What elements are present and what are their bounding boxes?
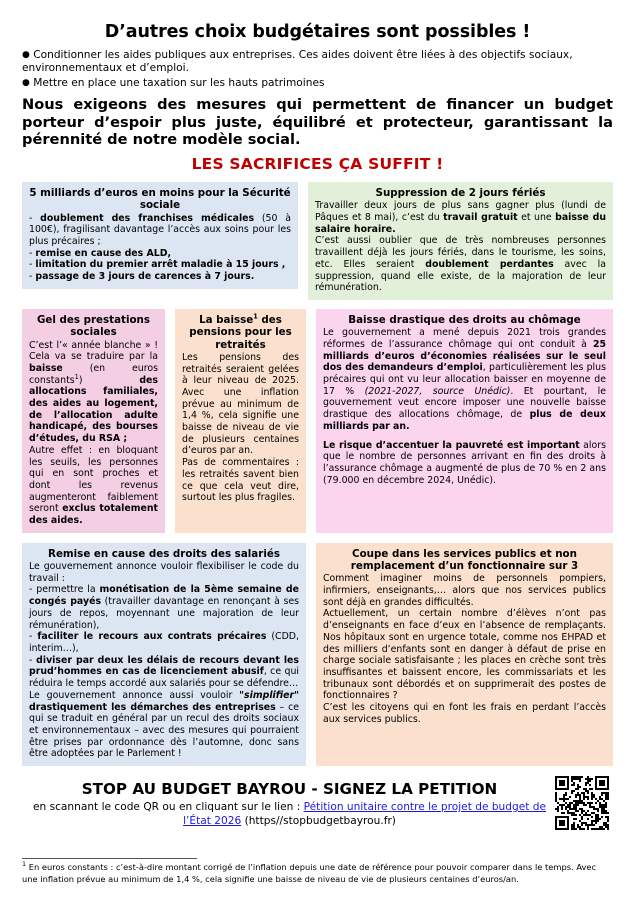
box-jours-feries-title: Suppression de 2 jours fériés <box>375 187 546 199</box>
content-row-3 <box>22 543 613 766</box>
box-jours-feries <box>308 182 613 300</box>
box-pensions-retraites-title: La baisse$^1$ des pensions pour les retraités <box>189 312 292 351</box>
petition-title: STOP AU BUDGET BAYROU - SIGNEZ LA PETITION <box>81 780 498 799</box>
box-services-publics-title: Coupe dans les services publics et non remplacement d’un fonctionnaire sur 3 <box>350 547 579 573</box>
box-securite-sociale-title: 5 milliards d’euros en moins pour la Sécurité sociale <box>29 187 291 212</box>
box-jours-feries-body: Travailler deux jours de plus sans gagner plus (lundi de Pâques et 8 mai), c’est du travail gratuit et une baisse du salaire horaire. C’est aussi oublier que de très nombreuses personnes travaillent déjà les jours fériés, dans le tourisme, les soins, etc. Elles seraient doublement perdantes avec la suppression, quand elle existe, de la majoration de leur rémunération. <box>315 200 606 294</box>
header-bullet-1-text: Conditionner les aides publiques aux entreprises. Ces aides doivent être liées à des objectifs sociaux, environnementaux et d’emploi. <box>22 49 573 75</box>
box-services-publics <box>316 543 613 766</box>
leaflet-page <box>0 22 635 921</box>
footnote-text <box>22 862 613 885</box>
box-droits-chomage-body-2: Le risque d’accentuer la pauvreté est important alors que le nombre de personnes arrivant en fin des droits à l’assurance chômage a augmenté de plus de 70 % en 2 ans (79.000 en décembre 2024, Unédic). <box>323 439 606 486</box>
header-bullet-2-text: Mettre en place une taxation sur les hauts patrimoines <box>33 76 325 89</box>
box-droits-salaries-body: Le gouvernement annonce vouloir flexibiliser le code du travail : - permettre la monétisation de la 5ème semaine de congés payés (travailler davantage en renonçant à ses jours de repos, moyennant une majoration de leur rémunération), - faciliter le recours aux contrats précaires (CDD, interim…), - diviser par deux les délais de recours devant les prud’hommes en cas de licenciement abusif, ce qui réduira le temps accordé aux salariés pour se défendre… Le gouvernement annonce aussi vouloir "simplifier" drastiquement les démarches des entreprises – ce qui se traduit en général par un recul des droits sociaux et environnementaux – avec des mesures qui pourraient être prises par ordonnance dès l’automne, donc sans être adoptées par le Parlement ! <box>29 561 300 760</box>
petition-instructions <box>22 801 613 828</box>
box-pensions-retraites-body: Les pensions des retraités seraient gelées à leur niveau de 2025. Avec une inflation prévue au minimum de 1,4 %, cela signifie une baisse de niveau de vie de plusieurs centaines d’euros par an. Pas de commentaires : les retraités savent bien ce que cela veut dire, surtout les plus fragiles. <box>182 351 299 504</box>
petition-url: (https//stopbudgetbayrou.fr) <box>241 814 396 827</box>
petition-link[interactable]: Pétition unitaire contre le projet de budget de l’État 2026 <box>183 801 546 827</box>
petition-footer <box>22 780 613 828</box>
bullet-dot-icon: ● <box>22 77 30 88</box>
box-droits-chomage-body: Le gouvernement a mené depuis 2021 trois grandes réformes de l’assurance chômage qui ont conduit à 25 milliards d’euros d’économies réalisées sur le seul dos des demandeurs d’emploi, particulièrement les plus précaires qui ont vu leur allocation baisser en moyenne de 17 % (2021-2027, source Unédic). Et pourtant, le gouvernement veut encore imposer une nouvelle baisse drastique des allocations chômage, de plus de deux milliards par an. <box>323 327 606 432</box>
box-gel-prestations-body: C’est l’« année blanche » ! Cela va se traduire par la baisse (en euros constants$^1$) des allocations familiales, des aides au logement, de l’allocation adulte handicapé, des bourses d’études, du RSA ; Autre effet : en bloquant les seuils, les personnes qui en sont proches et dont les revenus augmenteront faiblement seront exclus totalement des aides. <box>29 339 159 527</box>
footnote-marker: 1 <box>22 860 27 869</box>
petition-instructions-prefix: en scannant le code QR ou en cliquant sur le lien : <box>32 801 304 814</box>
box-services-publics-body: Comment imaginer moins de personnels pompiers, infirmiers, enseignants,… alors que nos services publics sont déjà en grandes difficultés. Actuellement, un certain nombre d’élèves n’ont pas d’enseignants en face d’eux en l’absence de remplaçants. Nos hôpitaux sont en urgence totale, comme nos EHPAD et des milliers d’enfants sont en danger à défaut de prise en charge sociale satisfaisante ; les places en crèche sont très insuffisantes et baissent encore, les commissariats et les tribunaux sont débordés et on supprimerait des postes de fonctionnaires ? C’est les citoyens qui en font les frais en perdant l’accès aux services publics. <box>323 573 606 725</box>
box-securite-sociale <box>22 182 298 289</box>
content-row-2 <box>22 309 613 533</box>
qr-code-icon[interactable] <box>555 776 609 830</box>
box-droits-salaries <box>22 543 306 766</box>
slogan: LES SACRIFICES ÇA SUFFIT ! <box>191 155 444 173</box>
header-bullet-2 <box>22 77 613 90</box>
box-gel-prestations <box>22 309 165 533</box>
bullet-dot-icon: ● <box>22 50 30 60</box>
footnote-divider <box>22 858 197 859</box>
box-pensions-retraites <box>175 309 306 533</box>
header-bullet-1 <box>22 49 613 76</box>
content-row-1 <box>22 182 613 300</box>
box-droits-chomage-title: Baisse drastique des droits au chômage <box>348 313 581 326</box>
page-title: D’autres choix budgétaires sont possibles ! <box>104 22 531 42</box>
footnote-body: En euros constants : c’est-à-dire montant corrigé de l’inflation depuis une date de référence pour pouvoir comparer dans le temps. Avec une inflation prévue au minimum de 1,4 %, cela signifie une baisse de niveau de vie de plusieurs centaines d’euros/an. <box>22 862 597 884</box>
box-droits-salaries-title: Remise en cause des droits des salariés <box>48 547 280 560</box>
box-droits-chomage <box>316 309 613 533</box>
demand-statement: Nous exigeons des mesures qui permettent de financer un budget porteur d’espoir plus juste, équilibré et protecteur, garantissant la pérennité de notre modèle social. <box>22 96 613 149</box>
box-securite-sociale-body: - doublement des franchises médicales (50 à 100€), fragilisant davantage l’accès aux soins pour les plus précaires ; - remise en cause des ALD, - limitation du premier arrêt maladie à 15 jours , - passage de 3 jours de carences à 7 jours. <box>29 212 291 283</box>
box-gel-prestations-title: Gel des prestations sociales <box>36 313 151 339</box>
page-header <box>22 22 613 173</box>
